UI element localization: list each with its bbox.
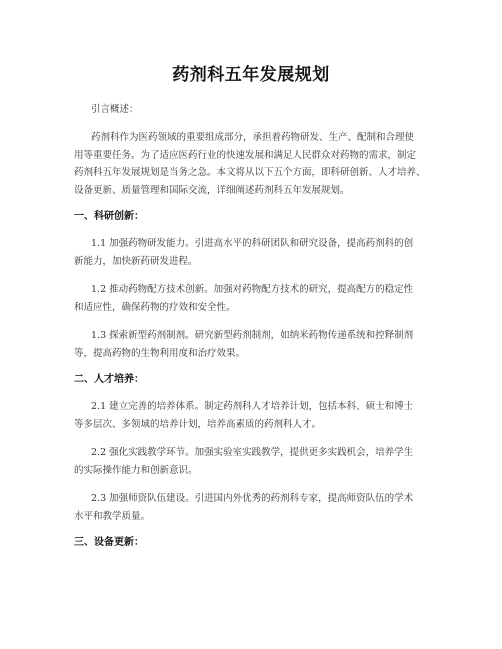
item-paragraph bbox=[74, 490, 434, 525]
item-line: 等多层次、多领域的培养计划，培养高素质的药剂科人才。 bbox=[74, 418, 322, 430]
item-line: 等，提高药物的生物利用度和治疗效果。 bbox=[74, 347, 246, 359]
item-paragraph bbox=[74, 235, 434, 270]
section-heading-equipment: 三、设备更新： bbox=[74, 537, 144, 548]
item-line: 1.2 推动药物配方技术创新。加强对药物配方技术的研究，提高配方的稳定性 bbox=[91, 284, 414, 295]
section-heading-research: 一、科研创新： bbox=[74, 211, 144, 222]
intro-line: 设备更新、质量管理和国际交流，详细阐述药剂科五年发展规划。 bbox=[74, 184, 350, 196]
intro-paragraph bbox=[74, 129, 434, 199]
intro-label: 引言概述： bbox=[91, 104, 139, 115]
item-line: 2.2 强化实践教学环节。加强实验室实践教学，提供更多实践机会，培养学生 bbox=[91, 447, 414, 458]
document-title: 药剂科五年发展规划 bbox=[172, 65, 330, 85]
intro-line: 药剂科五年发展规划是当务之急。本文将从以下五个方面，即科研创新、人才培养、 bbox=[74, 167, 426, 178]
item-line: 水平和教学质量。 bbox=[74, 510, 151, 522]
section-heading-talent: 二、人才培养： bbox=[74, 374, 144, 385]
item-line: 2.3 加强师资队伍建设。引进国内外优秀的药剂科专家，提高师资队伍的学术 bbox=[91, 493, 414, 504]
item-line: 1.1 加强药物研发能力。引进高水平的科研团队和研究设备，提高药剂科的创 bbox=[91, 238, 414, 249]
item-paragraph bbox=[74, 398, 434, 433]
item-paragraph bbox=[74, 281, 434, 316]
item-paragraph bbox=[74, 444, 434, 479]
item-line: 2.1 建立完善的培养体系。制定药剂科人才培养计划，包括本科、硕士和博士 bbox=[91, 401, 414, 412]
item-line: 1.3 探索新型药剂制剂。研究新型药剂制剂，如纳米药物传递系统和控释制剂 bbox=[91, 330, 414, 341]
intro-line: 用等重要任务。为了适应医药行业的快速发展和满足人民群众对药物的需求，制定 bbox=[74, 149, 417, 161]
item-line: 和适应性，确保药物的疗效和安全性。 bbox=[74, 301, 236, 313]
item-paragraph bbox=[74, 327, 434, 362]
intro-line: 药剂科作为医药领域的重要组成部分，承担着药物研发、生产、配制和合理使 bbox=[91, 132, 415, 143]
item-line: 的实际操作能力和创新意识。 bbox=[74, 464, 198, 476]
item-line: 新能力，加快新药研发进程。 bbox=[74, 255, 198, 267]
document-body bbox=[74, 103, 434, 561]
